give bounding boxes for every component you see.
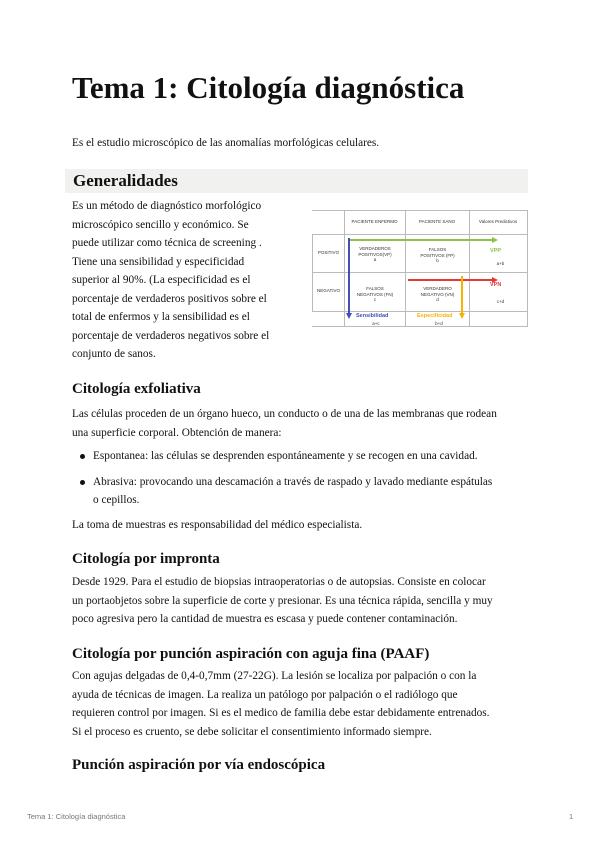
vpp-label: VPP — [490, 248, 502, 254]
heading-impronta: Citología por impronta — [72, 551, 220, 567]
intro-text: Es el estudio microscópico de las anomalías morfológicas celulares. — [72, 137, 380, 149]
list-item: Abrasiva: provocando una descamación a través de raspado y lavado mediante espátulas o cepillos. — [72, 473, 492, 510]
page-number: 1 — [569, 812, 574, 821]
exf-line: una superficie corporal. Obtención de manera: — [72, 426, 282, 439]
sensibilidad-formula: a+c — [372, 321, 380, 326]
page-title: Tema 1: Citología diagnóstica — [72, 70, 465, 105]
exfoliativa-list — [72, 447, 492, 510]
cell-fn: FALSOS NEGATIVOS (FN) c — [356, 286, 394, 302]
gen-line: porcentaje de verdaderos positivos sobre el — [72, 292, 267, 305]
heading-paaf: Citología por punción aspiración con aguja fina (PAAF) — [72, 646, 430, 662]
col-sano-header: PACIENTE SANO — [418, 219, 456, 224]
exfoliativa-note: La toma de muestras es responsabilidad del médico especialista. — [72, 519, 363, 531]
sensibilidad-label: Sensibilidad — [356, 313, 389, 319]
table-arrows — [312, 210, 528, 327]
section-heading-generalidades — [65, 169, 528, 193]
gen-line: porcentaje de verdaderos negativos sobre el — [72, 329, 270, 342]
vpn-formula: c+d — [496, 299, 505, 304]
cell-vp: VERDADEROS POSITIVOS(VP) a — [358, 246, 392, 262]
gen-line: conjunto de sanos. — [72, 348, 156, 360]
gen-line: microscópico sencillo y económico. Se — [72, 218, 249, 231]
cell-vn: VERDADERO NEGATIVO (VN) d — [420, 286, 455, 302]
especificidad-formula: b+d — [435, 321, 443, 326]
row-negativo-label: NEGATIVO — [317, 288, 340, 293]
paaf-paragraph: Con agujas delgadas de 0,4-0,7mm (27-22G). La lesión se localiza por palpación o con la ayuda de técnicas de imagen. La realiza un patólogo por palpación o el radiólogo que requieren control por imagen. Si es el medico de familia debe estar debidamente entrenados. Si el proceso es cruento, se debe solicitar el consentimiento informado siempre. — [72, 670, 490, 738]
gen-line: Es un método de diagnóstico morfológico — [72, 200, 262, 212]
especificidad-label: Especificidad — [417, 313, 453, 319]
diagnostic-table-figure — [312, 210, 528, 327]
bullet-dot — [80, 454, 85, 459]
col-enfermo-header: PACIENTE ENFERMO — [351, 219, 398, 224]
list-item: Espontanea: las células se desprenden espontáneamente y se recogen en una cavidad. — [72, 447, 492, 466]
cell-fp: FALSOS POSITIVOS (FP) b — [420, 247, 455, 263]
exf-line: Las células proceden de un órgano hueco, un conducto o de una de las membranas que rodean — [72, 408, 497, 420]
footer-title: Tema 1: Citología diagnóstica — [27, 812, 126, 821]
row-positivo-label: POSITIVO — [317, 250, 340, 255]
col-valores-header: Valores Predictivos — [478, 219, 518, 224]
impronta-paragraph: Desde 1929. Para el estudio de biopsias intraoperatorias o de autopsias. Consiste en colocar un portaobjetos sobre la superficie de corte y presionar. Es una técnica rápida, sencilla y muy poco agresiva pero la cantidad de muestra es escasa y puede contener contaminación. — [72, 576, 493, 625]
generalidades-paragraph — [72, 197, 302, 364]
gen-line: superior al 90%. (La especificidad es el — [72, 274, 251, 286]
vpp-formula: a+b — [496, 261, 505, 266]
gen-line: puede utilizar como técnica de screening . — [72, 237, 262, 249]
generalidades-heading: Generalidades — [73, 171, 178, 190]
bullet-dot — [80, 480, 85, 485]
exfoliativa-paragraph — [72, 405, 497, 442]
gen-line: Tiene una sensibilidad y especificidad — [72, 255, 245, 268]
heading-exfoliativa: Citología exfoliativa — [72, 381, 201, 397]
gen-line: total de enfermos y la sensibilidad es el — [72, 311, 250, 323]
vpn-label: VPN — [490, 282, 502, 288]
heading-endoscopica: Punción aspiración por vía endoscópica — [72, 757, 326, 773]
